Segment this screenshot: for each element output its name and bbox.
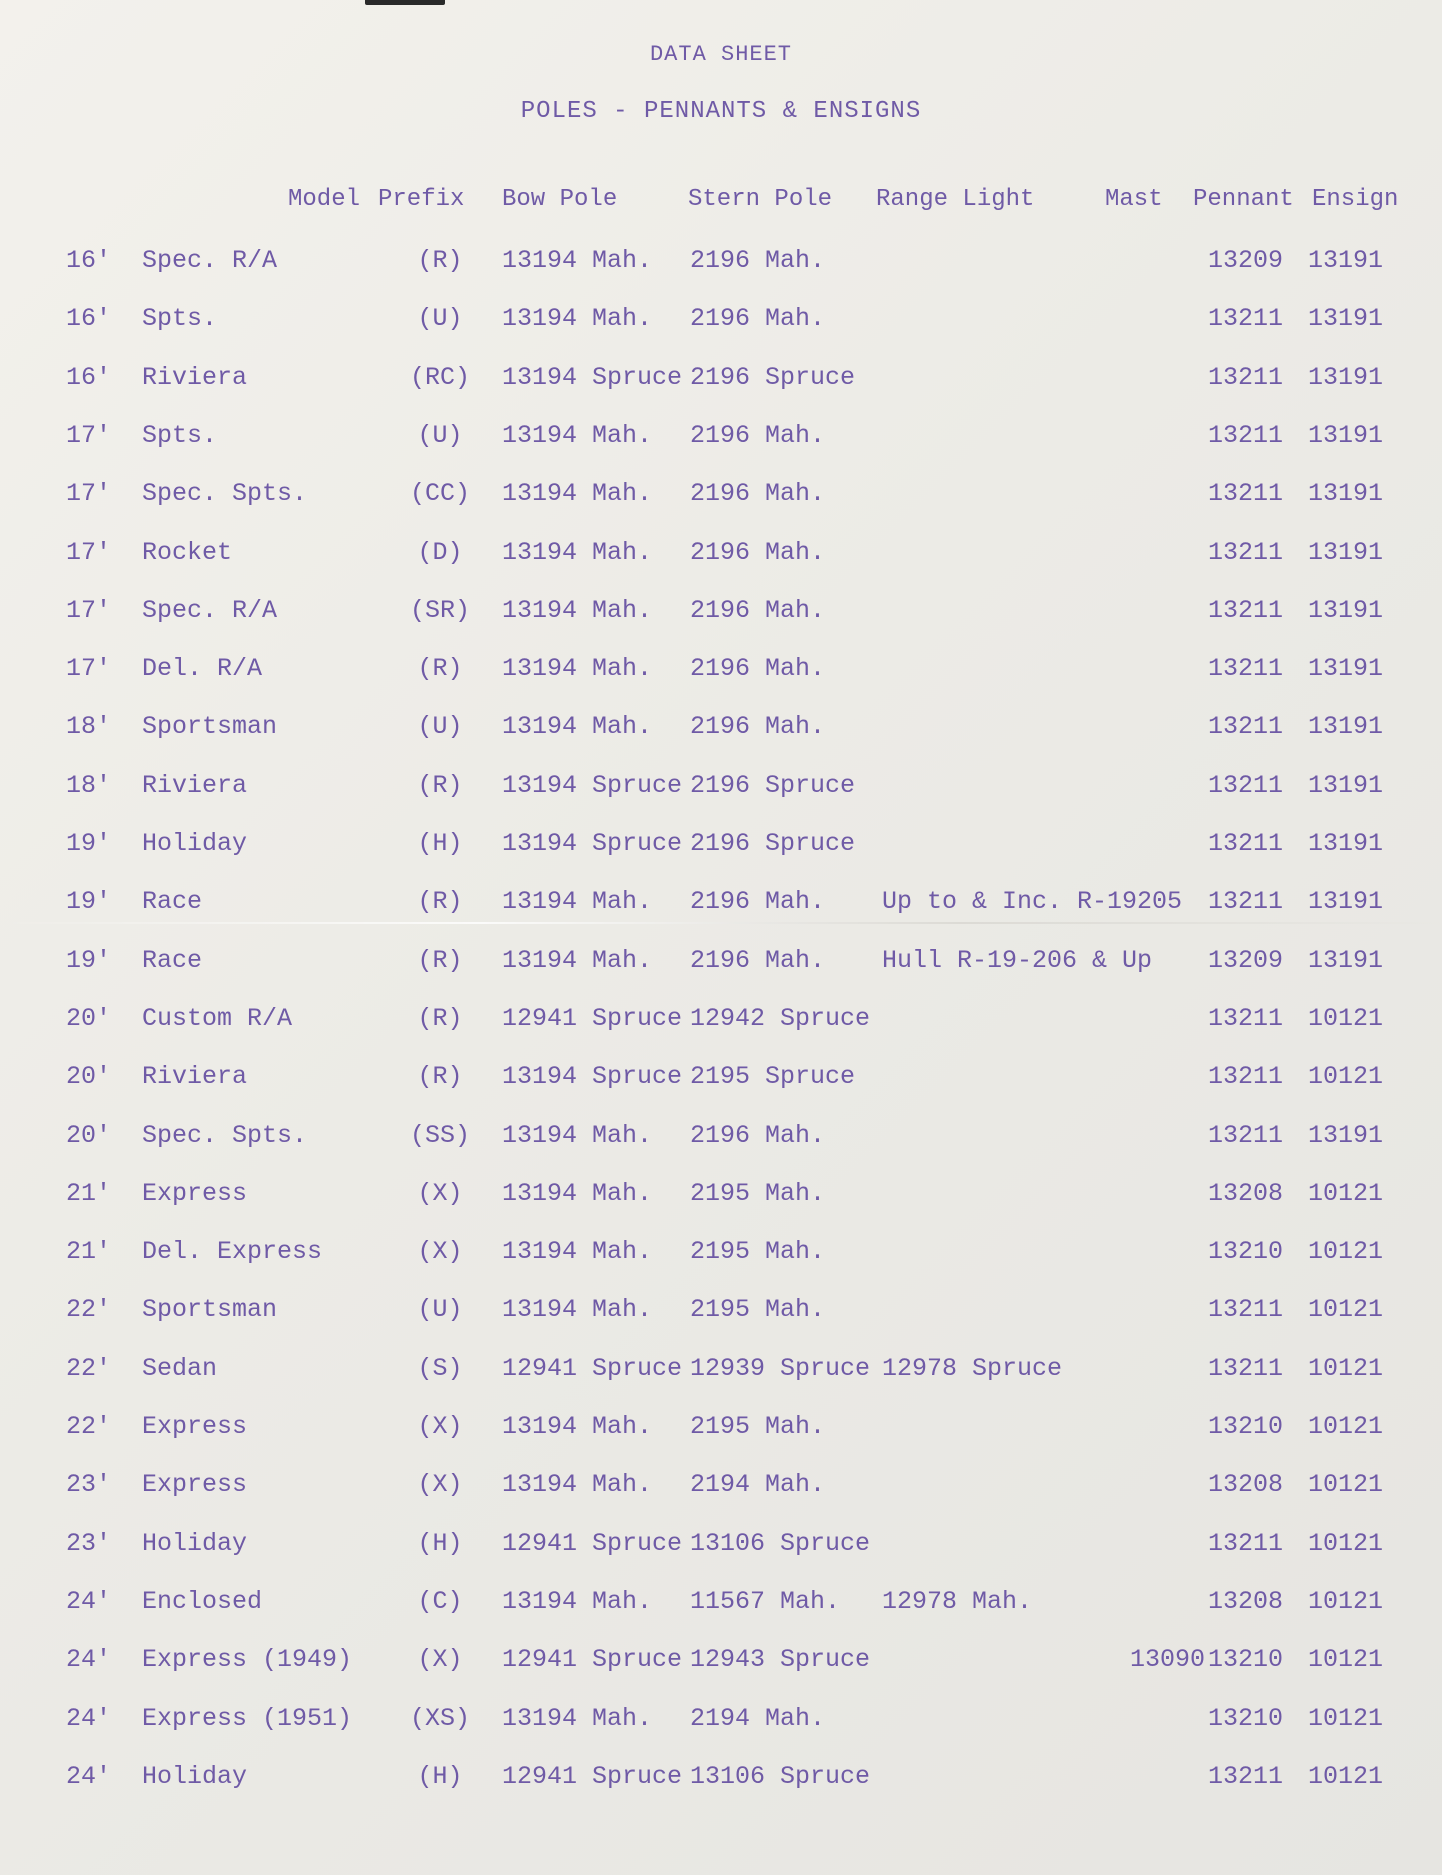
- row-ensign: 13191: [1308, 246, 1384, 275]
- row-bow-pole: 13194 Mah.: [502, 1295, 653, 1325]
- row-model: Holiday: [142, 1761, 248, 1791]
- row-bow-pole: 12941 Spruce: [502, 1003, 683, 1033]
- table-row: [0, 1165, 1442, 1223]
- header-mast: Mast: [1105, 186, 1163, 213]
- row-stern-pole: 11567 Mah.: [690, 1586, 841, 1616]
- row-stern-pole: 2195 Spruce: [690, 1062, 856, 1092]
- row-size: 18': [66, 770, 112, 800]
- row-model: Spec. R/A: [142, 246, 278, 275]
- row-size: 17': [66, 595, 112, 625]
- row-model: Holiday: [142, 829, 248, 858]
- row-stern-pole: 13106 Spruce: [690, 1528, 871, 1558]
- row-prefix: (XS): [409, 1703, 470, 1733]
- row-bow-pole: 13194 Mah.: [502, 595, 653, 625]
- row-pennant: 13211: [1208, 479, 1284, 509]
- row-prefix: (R): [417, 1062, 463, 1092]
- row-model: Spts.: [142, 420, 218, 450]
- row-bow-pole: 13194 Mah.: [502, 1120, 653, 1150]
- row-model: Express: [142, 1470, 248, 1500]
- row-pennant: 13211: [1208, 420, 1284, 450]
- row-size: 16': [66, 362, 112, 392]
- table-row: [0, 640, 1442, 698]
- paper-tab-mark: [365, 0, 445, 5]
- row-prefix: (U): [417, 304, 463, 334]
- row-pennant: 13211: [1208, 304, 1284, 334]
- row-ensign: 10121: [1308, 1412, 1384, 1441]
- row-model: Express: [142, 1412, 248, 1441]
- row-model: Del. R/A: [142, 654, 263, 684]
- row-range-light: Up to & Inc. R-19205: [882, 887, 1183, 917]
- row-ensign: 13191: [1308, 362, 1384, 392]
- header-pennant: Pennant: [1193, 186, 1294, 213]
- row-ensign: 13191: [1308, 1120, 1384, 1150]
- row-prefix: (R): [417, 246, 463, 275]
- row-bow-pole: 13194 Mah.: [502, 887, 653, 917]
- row-bow-pole: 13194 Mah.: [502, 712, 653, 742]
- row-stern-pole: 2196 Spruce: [690, 829, 856, 858]
- row-model: Riviera: [142, 1062, 248, 1092]
- row-ensign: 13191: [1308, 595, 1384, 625]
- row-model: Del. Express: [142, 1237, 323, 1267]
- row-pennant: 13208: [1208, 1470, 1284, 1500]
- row-bow-pole: 13194 Mah.: [502, 1237, 653, 1267]
- row-stern-pole: 2196 Mah.: [690, 420, 826, 450]
- row-model: Sedan: [142, 1353, 218, 1383]
- row-ensign: 13191: [1308, 479, 1384, 509]
- row-stern-pole: 13106 Spruce: [690, 1761, 871, 1791]
- row-bow-pole: 12941 Spruce: [502, 1645, 683, 1675]
- table-row: [0, 990, 1442, 1048]
- row-model: Spts.: [142, 304, 218, 334]
- row-pennant: 13211: [1208, 1528, 1284, 1558]
- row-size: 23': [66, 1528, 112, 1558]
- row-prefix: (X): [417, 1470, 463, 1500]
- row-ensign: 10121: [1308, 1295, 1384, 1325]
- row-prefix: (R): [417, 945, 463, 975]
- row-size: 17': [66, 537, 112, 567]
- row-pennant: 13211: [1208, 595, 1284, 625]
- row-ensign: 10121: [1308, 1470, 1384, 1500]
- table-row: [0, 1048, 1442, 1106]
- table-row: [0, 1690, 1442, 1748]
- row-model: Sportsman: [142, 712, 278, 742]
- row-pennant: 13208: [1208, 1178, 1284, 1208]
- row-ensign: 13191: [1308, 654, 1384, 684]
- row-size: 20': [66, 1062, 112, 1092]
- row-pennant: 13210: [1208, 1237, 1284, 1267]
- table-row: [0, 407, 1442, 465]
- table-row: [0, 1107, 1442, 1165]
- table-row: [0, 1748, 1442, 1806]
- row-prefix: (SR): [409, 595, 470, 625]
- row-stern-pole: 2196 Mah.: [690, 246, 826, 275]
- row-ensign: 10121: [1308, 1353, 1384, 1383]
- row-ensign: 13191: [1308, 887, 1384, 917]
- row-pennant: 13211: [1208, 887, 1284, 917]
- row-stern-pole: 2194 Mah.: [690, 1470, 826, 1500]
- row-size: 24': [66, 1761, 112, 1791]
- header-bow-pole: Bow Pole: [502, 186, 618, 213]
- row-bow-pole: 13194 Mah.: [502, 1703, 653, 1733]
- row-size: 16': [66, 246, 112, 275]
- row-prefix: (RC): [409, 362, 470, 392]
- row-size: 24': [66, 1703, 112, 1733]
- row-pennant: 13211: [1208, 1761, 1284, 1791]
- row-pennant: 13210: [1208, 1645, 1284, 1675]
- row-stern-pole: 2194 Mah.: [690, 1703, 826, 1733]
- row-range-light: 12978 Mah.: [882, 1586, 1033, 1616]
- row-bow-pole: 13194 Mah.: [502, 304, 653, 334]
- row-bow-pole: 12941 Spruce: [502, 1528, 683, 1558]
- row-size: 22': [66, 1412, 112, 1441]
- row-bow-pole: 13194 Spruce: [502, 770, 683, 800]
- row-stern-pole: 2195 Mah.: [690, 1178, 826, 1208]
- row-stern-pole: 12939 Spruce: [690, 1353, 871, 1383]
- row-pennant: 13211: [1208, 1003, 1284, 1033]
- row-stern-pole: 2195 Mah.: [690, 1237, 826, 1267]
- row-model: Sportsman: [142, 1295, 278, 1325]
- row-model: Spec. R/A: [142, 595, 278, 625]
- row-stern-pole: 2196 Mah.: [690, 304, 826, 334]
- row-prefix: (R): [417, 887, 463, 917]
- row-prefix: (SS): [409, 1120, 470, 1150]
- row-mast: 13090: [1130, 1645, 1206, 1675]
- row-stern-pole: 2196 Mah.: [690, 887, 826, 917]
- row-ensign: 10121: [1308, 1528, 1384, 1558]
- header-stern-pole: Stern Pole: [688, 186, 833, 213]
- row-size: 20': [66, 1120, 112, 1150]
- row-ensign: 10121: [1308, 1003, 1384, 1033]
- row-size: 19': [66, 829, 112, 858]
- row-pennant: 13211: [1208, 362, 1284, 392]
- row-bow-pole: 13194 Mah.: [502, 420, 653, 450]
- table-row: [0, 349, 1442, 407]
- table-row: [0, 1515, 1442, 1573]
- row-prefix: (X): [417, 1178, 463, 1208]
- row-pennant: 13211: [1208, 1353, 1284, 1383]
- table-row: [0, 465, 1442, 523]
- table-row: [0, 1223, 1442, 1281]
- row-ensign: 10121: [1308, 1761, 1384, 1791]
- row-size: 24': [66, 1586, 112, 1616]
- row-pennant: 13211: [1208, 1295, 1284, 1325]
- row-stern-pole: 2196 Spruce: [690, 362, 856, 392]
- row-prefix: (CC): [409, 479, 470, 509]
- table-row: [0, 232, 1442, 290]
- row-bow-pole: 13194 Mah.: [502, 537, 653, 567]
- row-prefix: (X): [417, 1237, 463, 1267]
- row-size: 17': [66, 479, 112, 509]
- row-model: Spec. Spts.: [142, 479, 308, 509]
- row-stern-pole: 2195 Mah.: [690, 1295, 826, 1325]
- table-row: [0, 1573, 1442, 1631]
- row-stern-pole: 12943 Spruce: [690, 1645, 871, 1675]
- row-prefix: (R): [417, 1003, 463, 1033]
- row-prefix: (U): [417, 420, 463, 450]
- row-model: Enclosed: [142, 1586, 263, 1616]
- row-range-light: Hull R-19-206 & Up: [882, 945, 1153, 975]
- row-ensign: 13191: [1308, 829, 1384, 858]
- row-pennant: 13209: [1208, 945, 1284, 975]
- row-size: 19': [66, 945, 112, 975]
- row-ensign: 13191: [1308, 537, 1384, 567]
- table-row: [0, 290, 1442, 348]
- row-ensign: 13191: [1308, 770, 1384, 800]
- row-bow-pole: 13194 Mah.: [502, 1412, 653, 1441]
- table-row: [0, 1631, 1442, 1689]
- row-bow-pole: 13194 Mah.: [502, 654, 653, 684]
- row-ensign: 13191: [1308, 420, 1384, 450]
- table-row: [0, 815, 1442, 873]
- header-ensign: Ensign: [1312, 186, 1399, 213]
- row-pennant: 13211: [1208, 770, 1284, 800]
- row-bow-pole: 13194 Mah.: [502, 1470, 653, 1500]
- row-bow-pole: 12941 Spruce: [502, 1353, 683, 1383]
- table-row: [0, 582, 1442, 640]
- row-size: 22': [66, 1295, 112, 1325]
- row-stern-pole: 2196 Mah.: [690, 712, 826, 742]
- row-size: 19': [66, 887, 112, 917]
- page-title: DATA SHEET: [649, 42, 793, 67]
- row-ensign: 13191: [1308, 945, 1384, 975]
- row-model: Express (1949): [142, 1645, 353, 1675]
- row-size: 17': [66, 420, 112, 450]
- row-bow-pole: 13194 Spruce: [502, 362, 683, 392]
- row-stern-pole: 2196 Mah.: [690, 479, 826, 509]
- row-model: Race: [142, 945, 203, 975]
- row-prefix: (R): [417, 770, 463, 800]
- row-size: 17': [66, 654, 112, 684]
- row-size: 24': [66, 1645, 112, 1675]
- row-pennant: 13211: [1208, 1120, 1284, 1150]
- row-model: Rocket: [142, 537, 233, 567]
- row-prefix: (H): [417, 1761, 463, 1791]
- header-model: Model: [288, 186, 361, 213]
- row-prefix: (U): [417, 712, 463, 742]
- row-pennant: 13210: [1208, 1412, 1284, 1441]
- row-prefix: (H): [417, 829, 463, 858]
- row-stern-pole: 2196 Spruce: [690, 770, 856, 800]
- table-row: [0, 1281, 1442, 1339]
- page-subtitle: POLES - PENNANTS & ENSIGNS: [520, 98, 922, 125]
- row-prefix: (U): [417, 1295, 463, 1325]
- row-bow-pole: 13194 Mah.: [502, 1586, 653, 1616]
- table-row: [0, 1340, 1442, 1398]
- row-bow-pole: 13194 Mah.: [502, 479, 653, 509]
- row-prefix: (D): [417, 537, 463, 567]
- row-prefix: (X): [417, 1645, 463, 1675]
- table-row: [0, 524, 1442, 582]
- row-bow-pole: 13194 Spruce: [502, 1062, 683, 1092]
- row-model: Custom R/A: [142, 1003, 293, 1033]
- row-size: 21': [66, 1237, 112, 1267]
- row-bow-pole: 13194 Mah.: [502, 945, 653, 975]
- table-row: [0, 698, 1442, 756]
- row-size: 16': [66, 304, 112, 334]
- row-stern-pole: 12942 Spruce: [690, 1003, 871, 1033]
- row-size: 18': [66, 712, 112, 742]
- row-pennant: 13209: [1208, 246, 1284, 275]
- row-stern-pole: 2196 Mah.: [690, 1120, 826, 1150]
- row-ensign: 10121: [1308, 1586, 1384, 1616]
- row-pennant: 13211: [1208, 829, 1284, 858]
- row-bow-pole: 12941 Spruce: [502, 1761, 683, 1791]
- row-stern-pole: 2196 Mah.: [690, 945, 826, 975]
- row-bow-pole: 13194 Mah.: [502, 1178, 653, 1208]
- row-ensign: 10121: [1308, 1237, 1384, 1267]
- table-row: [0, 1398, 1442, 1456]
- table-row: [0, 932, 1442, 990]
- row-stern-pole: 2196 Mah.: [690, 595, 826, 625]
- row-model: Race: [142, 887, 203, 917]
- row-ensign: 10121: [1308, 1645, 1384, 1675]
- row-stern-pole: 2195 Mah.: [690, 1412, 826, 1441]
- row-range-light: 12978 Spruce: [882, 1353, 1063, 1383]
- row-prefix: (R): [417, 654, 463, 684]
- row-prefix: (H): [417, 1528, 463, 1558]
- table-row: [0, 1456, 1442, 1514]
- row-model: Holiday: [142, 1528, 248, 1558]
- row-pennant: 13210: [1208, 1703, 1284, 1733]
- row-stern-pole: 2196 Mah.: [690, 537, 826, 567]
- row-ensign: 10121: [1308, 1703, 1384, 1733]
- row-prefix: (S): [417, 1353, 463, 1383]
- row-model: Express: [142, 1178, 248, 1208]
- table-row: [0, 873, 1442, 931]
- row-pennant: 13211: [1208, 537, 1284, 567]
- table-row: [0, 757, 1442, 815]
- row-model: Riviera: [142, 362, 248, 392]
- row-stern-pole: 2196 Mah.: [690, 654, 826, 684]
- header-range-light: Range Light: [876, 186, 1035, 213]
- row-pennant: 13211: [1208, 712, 1284, 742]
- row-pennant: 13208: [1208, 1586, 1284, 1616]
- row-pennant: 13211: [1208, 1062, 1284, 1092]
- row-pennant: 13211: [1208, 654, 1284, 684]
- row-model: Riviera: [142, 770, 248, 800]
- row-bow-pole: 13194 Spruce: [502, 829, 683, 858]
- header-prefix: Prefix: [378, 186, 465, 213]
- row-ensign: 10121: [1308, 1062, 1384, 1092]
- row-size: 22': [66, 1353, 112, 1383]
- row-size: 23': [66, 1470, 112, 1500]
- row-model: Express (1951): [142, 1703, 353, 1733]
- row-size: 21': [66, 1178, 112, 1208]
- row-ensign: 10121: [1308, 1178, 1384, 1208]
- row-size: 20': [66, 1003, 112, 1033]
- row-prefix: (C): [417, 1586, 463, 1616]
- row-prefix: (X): [417, 1412, 463, 1441]
- row-ensign: 13191: [1308, 304, 1384, 334]
- row-bow-pole: 13194 Mah.: [502, 246, 653, 275]
- row-ensign: 13191: [1308, 712, 1384, 742]
- row-model: Spec. Spts.: [142, 1120, 308, 1150]
